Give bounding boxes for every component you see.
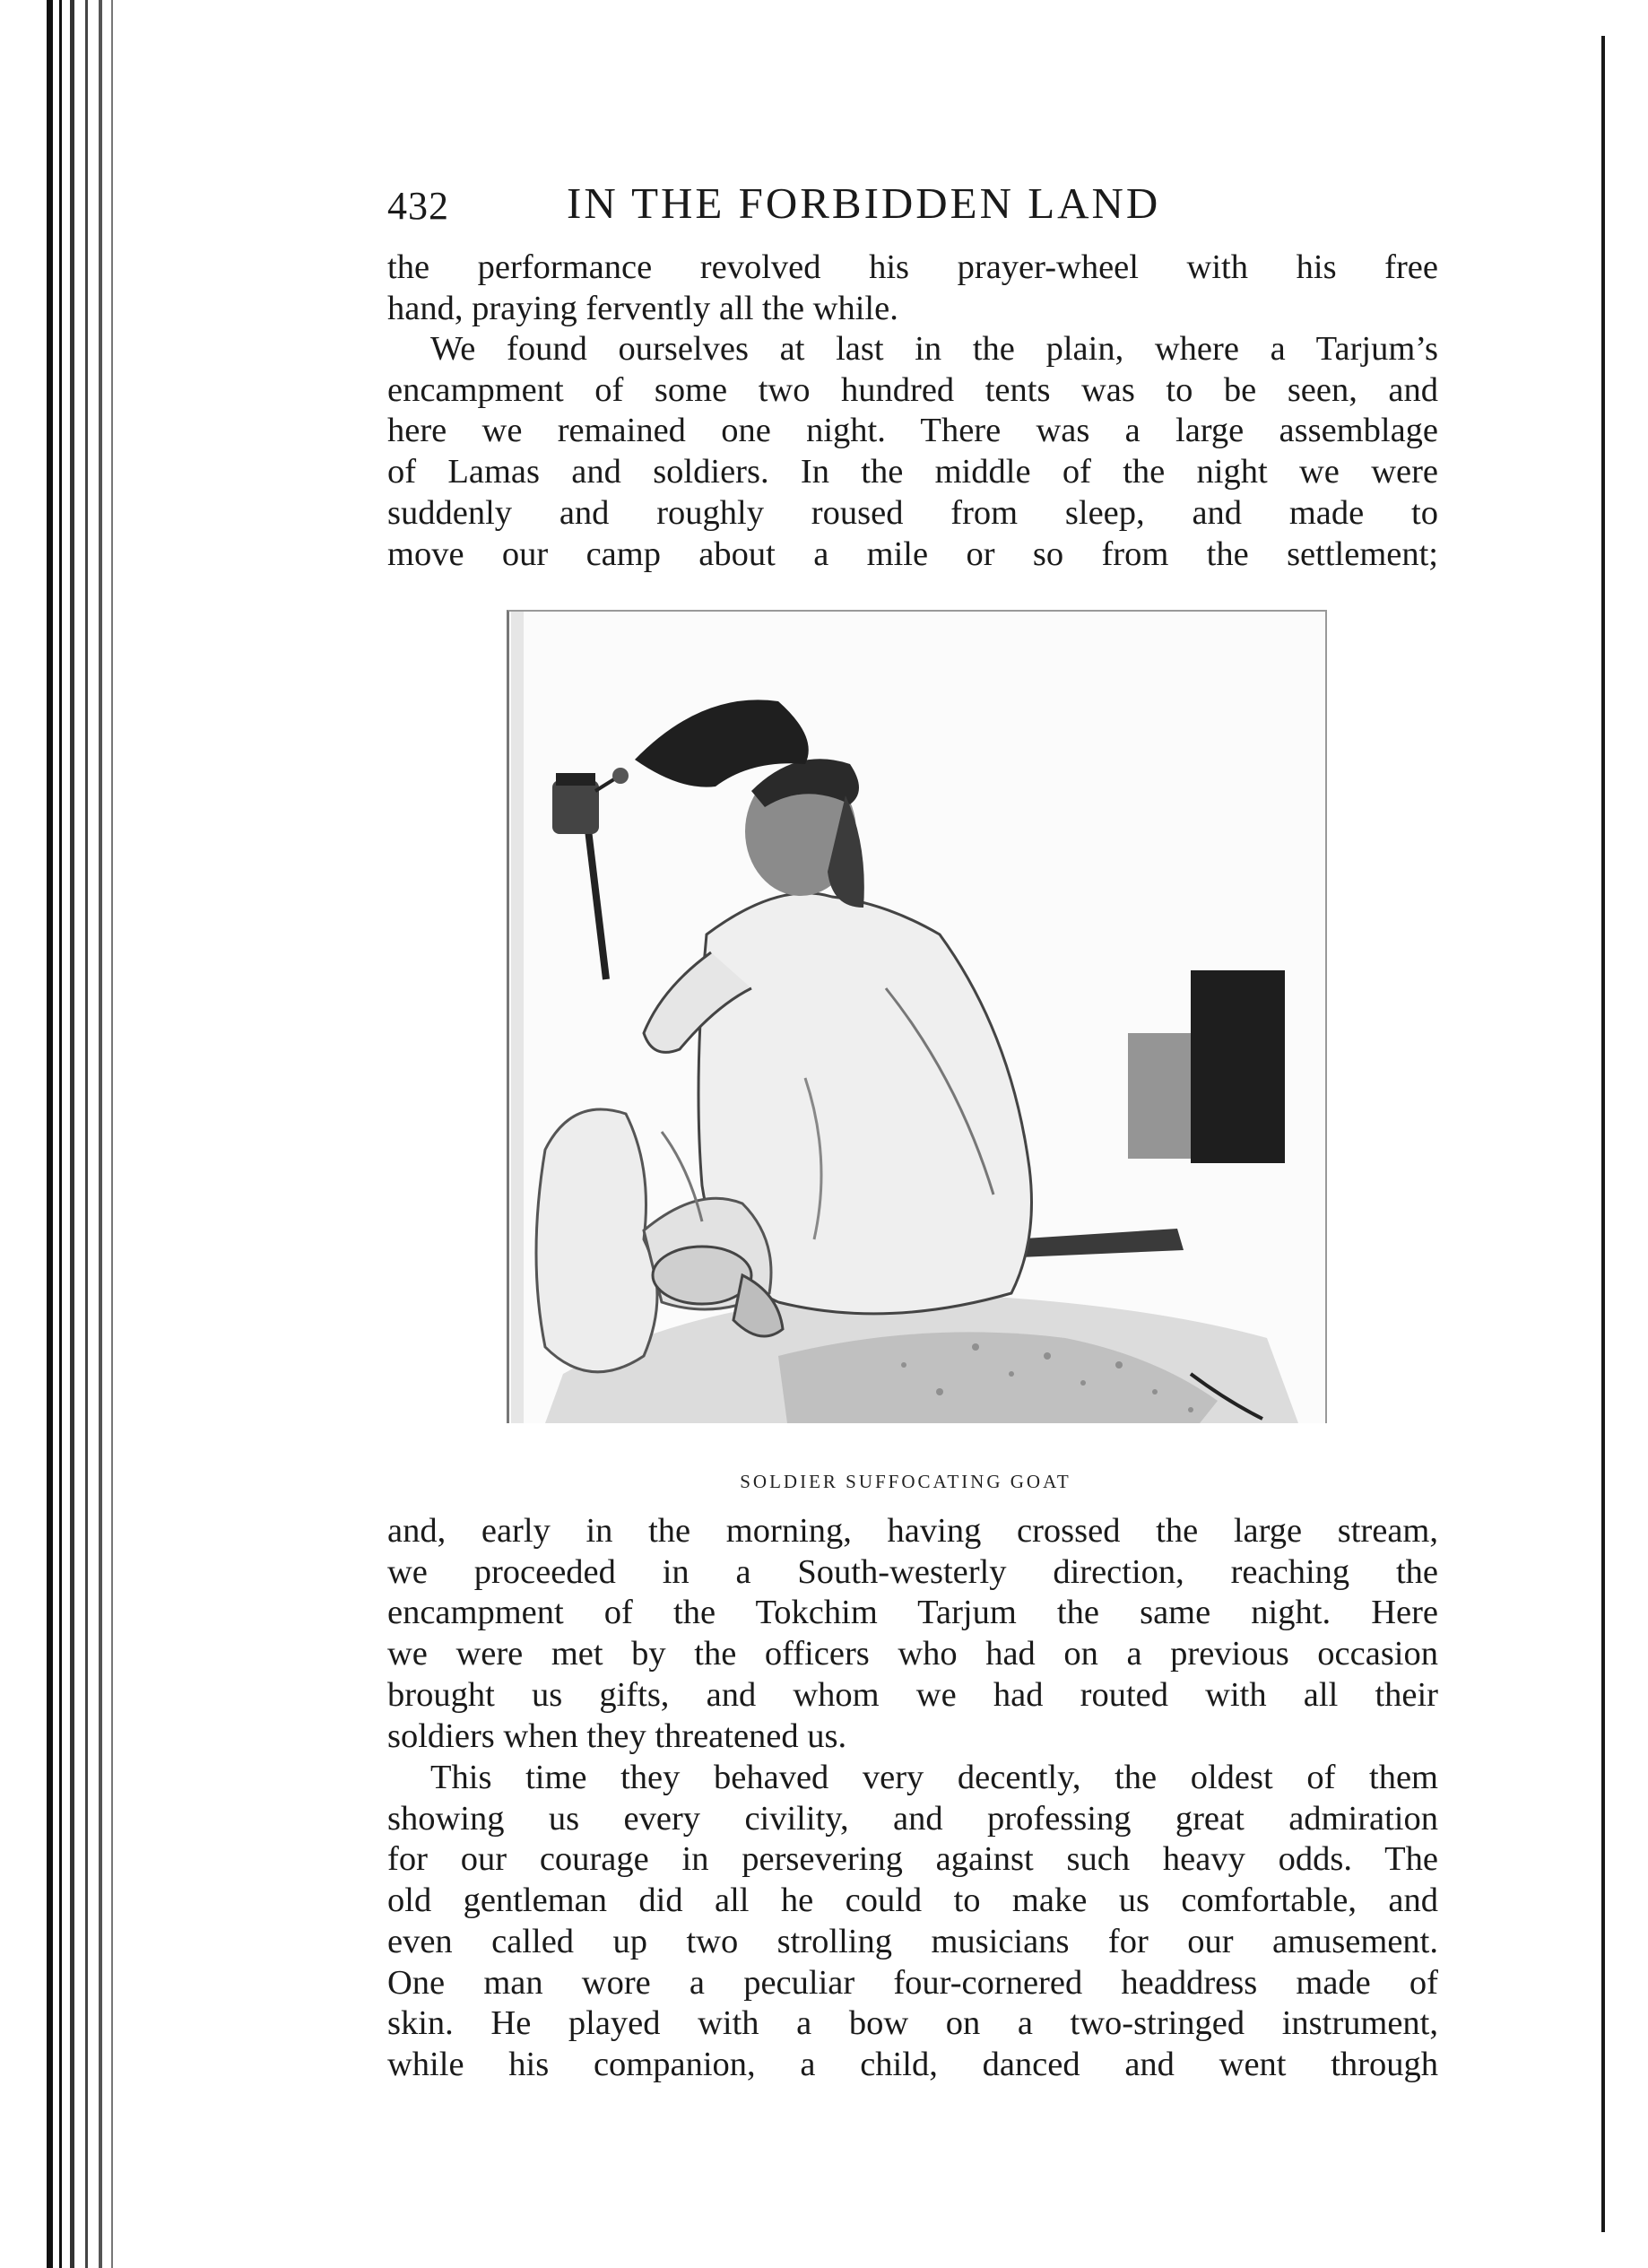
binding-line: [99, 0, 102, 2268]
text-line: encampment of some two hundred tents was to be seen, and: [387, 370, 1438, 409]
figure-caption: SOLDIER SUFFOCATING GOAT: [740, 1471, 1071, 1492]
text-line: even called up two strolling musicians for our amusement.: [387, 1922, 1438, 1960]
text-line: and, early in the morning, having crossed the large stream,: [387, 1512, 1438, 1550]
text-line: here we remained one night. There was a large assemblage: [387, 412, 1438, 450]
binding-line: [47, 0, 53, 2268]
binding-line: [59, 0, 62, 2268]
text-line: for our courage in persevering against such heavy odds. The: [387, 1840, 1438, 1879]
text-line: This time they behaved very decently, the oldest of them: [430, 1759, 1438, 1796]
illustration-drawing: [509, 612, 1325, 1423]
illustration: [507, 610, 1327, 1423]
page-edge-line: [1601, 36, 1605, 2232]
paragraph: [387, 329, 1438, 575]
binding-line: [70, 0, 74, 2268]
binding-line: [111, 0, 113, 2268]
running-title: IN THE FORBIDDEN LAND: [567, 178, 1161, 228]
text-line: soldiers when they threatened us.: [387, 1716, 847, 1755]
running-head: [387, 178, 1438, 233]
text-line: old gentleman did all he could to make us comfortable, and: [387, 1881, 1438, 1920]
text-line: We found ourselves at last in the plain, where a Tarjum’s: [430, 330, 1438, 368]
text-line: encampment of the Tokchim Tarjum the same night. Here: [387, 1594, 1438, 1632]
text-line: while his companion, a child, danced and went through: [387, 2045, 1438, 2083]
text-line: suddenly and roughly roused from sleep, and made to: [387, 493, 1438, 532]
text-line: of Lamas and soldiers. In the middle of the night we were: [387, 453, 1438, 491]
text-line: move our camp about a mile or so from the settlement;: [387, 534, 1438, 573]
page-number: 432: [387, 184, 449, 228]
text-line: we were met by the officers who had on a previous occasion: [387, 1635, 1438, 1673]
paragraph: [387, 1511, 1438, 1757]
binding-line: [85, 0, 88, 2268]
text-line: showing us every civility, and professing great admiration: [387, 1799, 1438, 1838]
paragraph: [387, 1758, 1438, 2086]
text-line: One man wore a peculiar four-cornered headdress made of: [387, 1963, 1438, 2002]
text-line: brought us gifts, and whom we had routed with all their: [387, 1675, 1438, 1714]
text-line: we proceeded in a South-westerly direction, reaching the: [387, 1552, 1438, 1591]
text-line: hand, praying fervently all the while.: [387, 289, 898, 327]
paragraph: [387, 248, 1438, 329]
text-line: skin. He played with a bow on a two-stringed instrument,: [387, 2004, 1438, 2043]
text-line: the performance revolved his prayer-wheel with his free: [387, 248, 1438, 286]
